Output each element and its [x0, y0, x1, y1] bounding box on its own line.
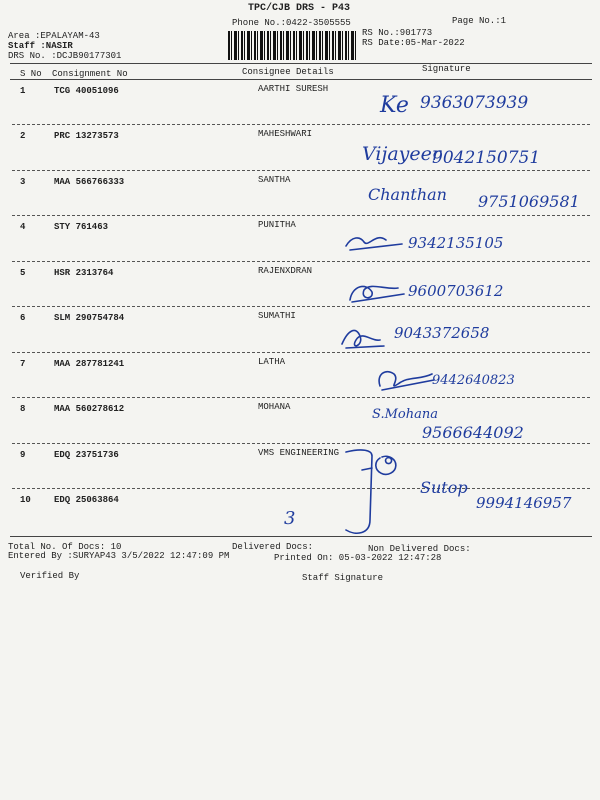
drs-number: DRS No. :DCJB90177301	[8, 51, 122, 61]
staff-label: Staff :NASIR	[8, 41, 73, 51]
row-consignment-no: SLM 290754784	[54, 313, 125, 323]
row-divider	[12, 306, 590, 307]
handwritten-phone: 9442640823	[432, 373, 515, 388]
rs-date: RS Date:05-Mar-2022	[362, 38, 465, 48]
staff-signature: Staff Signature	[302, 573, 384, 583]
rs-number: RS No.:901773	[362, 28, 433, 38]
handwritten-mark: Ke	[380, 93, 409, 118]
handwritten-name: Chanthan	[368, 185, 447, 204]
row-consignment-no: TCG 40051096	[54, 86, 119, 96]
row-sno: 5	[20, 268, 26, 278]
row-divider	[12, 215, 590, 216]
row-consignee: AARTHI SURESH	[258, 84, 329, 94]
row-divider	[12, 352, 590, 353]
row-consignee: LATHA	[258, 357, 286, 367]
handwritten-phone: 9342135105	[408, 234, 504, 252]
column-header-consignment: Consignment No	[52, 69, 128, 79]
row-consignee: SUMATHI	[258, 311, 296, 321]
printed-on: Printed On: 05-03-2022 12:47:28	[274, 553, 442, 563]
row-consignment-no: HSR 2313764	[54, 268, 114, 278]
row-divider	[12, 124, 590, 125]
signature-scribble	[342, 330, 384, 348]
handwritten-mark: 3	[284, 508, 296, 529]
page-number: Page No.:1	[452, 16, 507, 26]
column-header-signature: Signature	[422, 64, 471, 74]
row-consignee: VMS ENGINEERING	[258, 448, 340, 458]
signature-scribble	[379, 372, 434, 390]
row-divider	[12, 443, 590, 444]
row-sno: 4	[20, 222, 26, 232]
row-consignment-no: MAA 287781241	[54, 359, 125, 369]
row-sno: 1	[20, 86, 26, 96]
handwritten-phone: 9363073939	[420, 93, 529, 113]
row-sno: 8	[20, 404, 26, 414]
phone-number: Phone No.:0422-3505555	[232, 18, 351, 28]
verified-by: Verified By	[20, 571, 80, 581]
row-divider	[12, 397, 590, 398]
column-header-sno: S No	[20, 69, 42, 79]
row-consignment-no: MAA 560278612	[54, 404, 125, 414]
entered-by: Entered By :SURYAP43 3/5/2022 12:47:09 PM	[8, 551, 230, 561]
row-consignee: MAHESHWARI	[258, 129, 313, 139]
handwritten-phone: 9042150751	[432, 148, 541, 168]
row-sno: 2	[20, 131, 26, 141]
handwritten-phone: 9043372658	[394, 324, 490, 342]
handwritten-phone: 9566644092	[422, 423, 524, 442]
header-top-rule	[10, 63, 592, 64]
row-consignee: RAJENXDRAN	[258, 266, 313, 276]
row-sno: 7	[20, 359, 26, 369]
handwritten-phone: 9600703612	[408, 282, 504, 300]
row-consignee: MOHANA	[258, 402, 291, 412]
row-divider	[12, 488, 590, 489]
handwritten-phone: 9751069581	[478, 192, 580, 211]
row-sno: 10	[20, 495, 31, 505]
delivered-docs: Delivered Docs:	[232, 542, 314, 552]
row-consignment-no: PRC 13273573	[54, 131, 119, 141]
footer-rule	[10, 536, 592, 537]
header-bottom-rule	[10, 79, 592, 80]
total-docs: Total No. Of Docs: 10	[8, 542, 122, 552]
row-consignment-no: EDQ 23751736	[54, 450, 119, 460]
row-consignee: SANTHA	[258, 175, 291, 185]
signature-scribble	[346, 238, 402, 250]
document-title: TPC/CJB DRS - P43	[248, 3, 351, 14]
signature-scribble	[350, 286, 404, 302]
row-sno: 3	[20, 177, 26, 187]
barcode-image	[228, 31, 356, 60]
column-header-consignee: Consignee Details	[242, 67, 334, 77]
row-consignee: PUNITHA	[258, 220, 296, 230]
handwritten-name: S.Mohana	[372, 407, 438, 422]
area-label: Area :EPALAYAM-43	[8, 31, 100, 41]
row-divider	[12, 170, 590, 171]
handwritten-name: Vijayeer	[362, 143, 441, 165]
row-consignment-no: EDQ 25063864	[54, 495, 119, 505]
non-delivered-docs: Non Delivered Docs:	[368, 544, 471, 554]
row-sno: 6	[20, 313, 26, 323]
handwritten-name: Sutop	[420, 478, 468, 497]
row-consignment-no: STY 761463	[54, 222, 109, 232]
row-consignment-no: MAA 566766333	[54, 177, 125, 187]
row-sno: 9	[20, 450, 26, 460]
handwritten-phone: 9994146957	[476, 494, 572, 512]
handwritten-stamp-mark	[346, 450, 396, 533]
row-divider	[12, 261, 590, 262]
